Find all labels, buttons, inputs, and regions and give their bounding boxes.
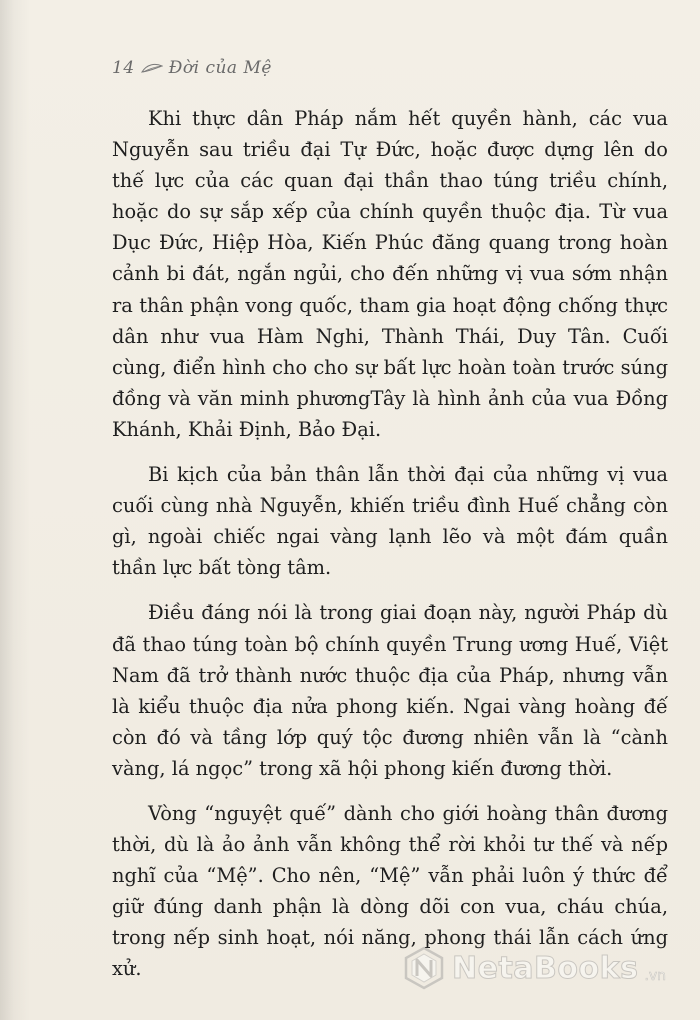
running-title: Đời của Mệ bbox=[168, 58, 272, 78]
leaf-ornament-icon bbox=[141, 62, 163, 74]
paragraph: Vòng “nguyệt quế” dành cho giới hoàng thân đương thời, dù là ảo ảnh vẫn không thể rời khỏi tư thế và nếp nghĩ của “Mệ”. Cho nên, “Mệ” vẫn phải luôn ý thức để giữ đúng danh phận là dòng dõi con vua, cháu chúa, trong nếp sinh hoạt, nói năng, phong thái lẫn cách ứng xử. bbox=[112, 801, 668, 981]
body-text bbox=[112, 103, 668, 985]
paragraph: Điều đáng nói là trong giai đoạn này, người Pháp dù đã thao túng toàn bộ chính quyền Trung ương Huế, Việt Nam đã trở thành nước thuộc địa của Pháp, nhưng vẫn là kiểu thuộc địa nửa phong kiến. Ngai vàng hoàng đế còn đó và tầng lớp quý tộc đương nhiên vẫn là “cành vàng, lá ngọc” trong xã hội phong kiến đương thời. bbox=[112, 601, 668, 780]
paragraph: Bi kịch của bản thân lẫn thời đại của những vị vua cuối cùng nhà Nguyễn, khiến triều đình Huế chẳng còn gì, ngoài chiếc ngai vàng lạnh lẽo và một đám quần thần lực bất tòng tâm. bbox=[112, 463, 668, 580]
page-number: 14 bbox=[112, 58, 135, 78]
running-header bbox=[112, 58, 272, 78]
watermark-brand: NetaBooks bbox=[452, 950, 639, 986]
paragraph: Khi thực dân Pháp nắm hết quyền hành, các vua Nguyễn sau triều đại Tự Đức, hoặc được dựng lên do thế lực của các quan đại thần thao túng triều chính, hoặc do sự sắp xếp của chính quyền thuộc địa. Từ vua Dục Đức, Hiệp Hòa, Kiến Phúc đăng quang trong hoàn cảnh bi đát, ngắn ngủi, cho đến những vị vua sớm nhận ra thân phận vong quốc, tham gia hoạt động chống thực dân như vua Hàm Nghi, Thành Thái, Duy Tân. Cuối cùng, điển hình cho cho sự bất lực hoàn toàn trước súng đồng và văn minh phươngTây là hình ảnh của vua Đồng Khánh, Khải Định, Bảo Đại. bbox=[112, 107, 668, 441]
netabooks-logo-icon bbox=[402, 946, 446, 990]
watermark bbox=[402, 946, 666, 990]
watermark-tld: .vn bbox=[644, 968, 667, 984]
